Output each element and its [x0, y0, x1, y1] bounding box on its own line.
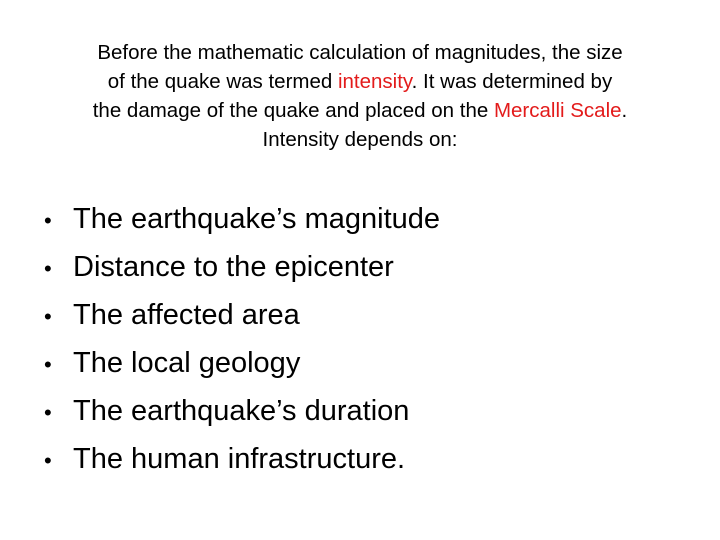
- list-item-text: The earthquake’s duration: [73, 395, 410, 427]
- intro-line-4: Intensity depends on:: [262, 128, 458, 151]
- bullet-icon: •: [44, 400, 52, 425]
- intro-text: the damage of the quake and placed on the: [92, 99, 494, 122]
- intro-text: .: [621, 99, 628, 122]
- bullet-icon: •: [44, 208, 52, 233]
- list-item: [44, 436, 440, 484]
- list-item: [44, 292, 440, 340]
- list-item-text: Distance to the epicenter: [73, 251, 394, 283]
- list-item: [44, 196, 440, 244]
- list-item-text: The earthquake’s magnitude: [73, 203, 441, 235]
- intro-line-3: [30, 96, 690, 125]
- list-item: [44, 388, 440, 436]
- intro-line-1: Before the mathematic calculation of magnitudes, the size: [97, 41, 623, 64]
- bullet-icon: •: [44, 256, 52, 281]
- list-item-text: The local geology: [73, 347, 301, 379]
- mercalli-scale-term: Mercalli Scale: [493, 99, 622, 122]
- intro-text: of the quake was termed: [107, 70, 338, 93]
- list-item-text: The affected area: [73, 299, 300, 331]
- bullet-icon: •: [44, 304, 52, 329]
- intro-text: . It was determined by: [411, 70, 613, 93]
- list-item: [44, 244, 440, 292]
- intro-line-2: [30, 67, 690, 96]
- bullet-icon: •: [44, 448, 52, 473]
- list-item: [44, 340, 440, 388]
- intro-paragraph: [30, 38, 690, 154]
- bullet-icon: •: [44, 352, 52, 377]
- intensity-factors-list: [44, 196, 440, 484]
- intensity-term: intensity: [337, 70, 412, 93]
- list-item-text: The human infrastructure.: [73, 443, 406, 475]
